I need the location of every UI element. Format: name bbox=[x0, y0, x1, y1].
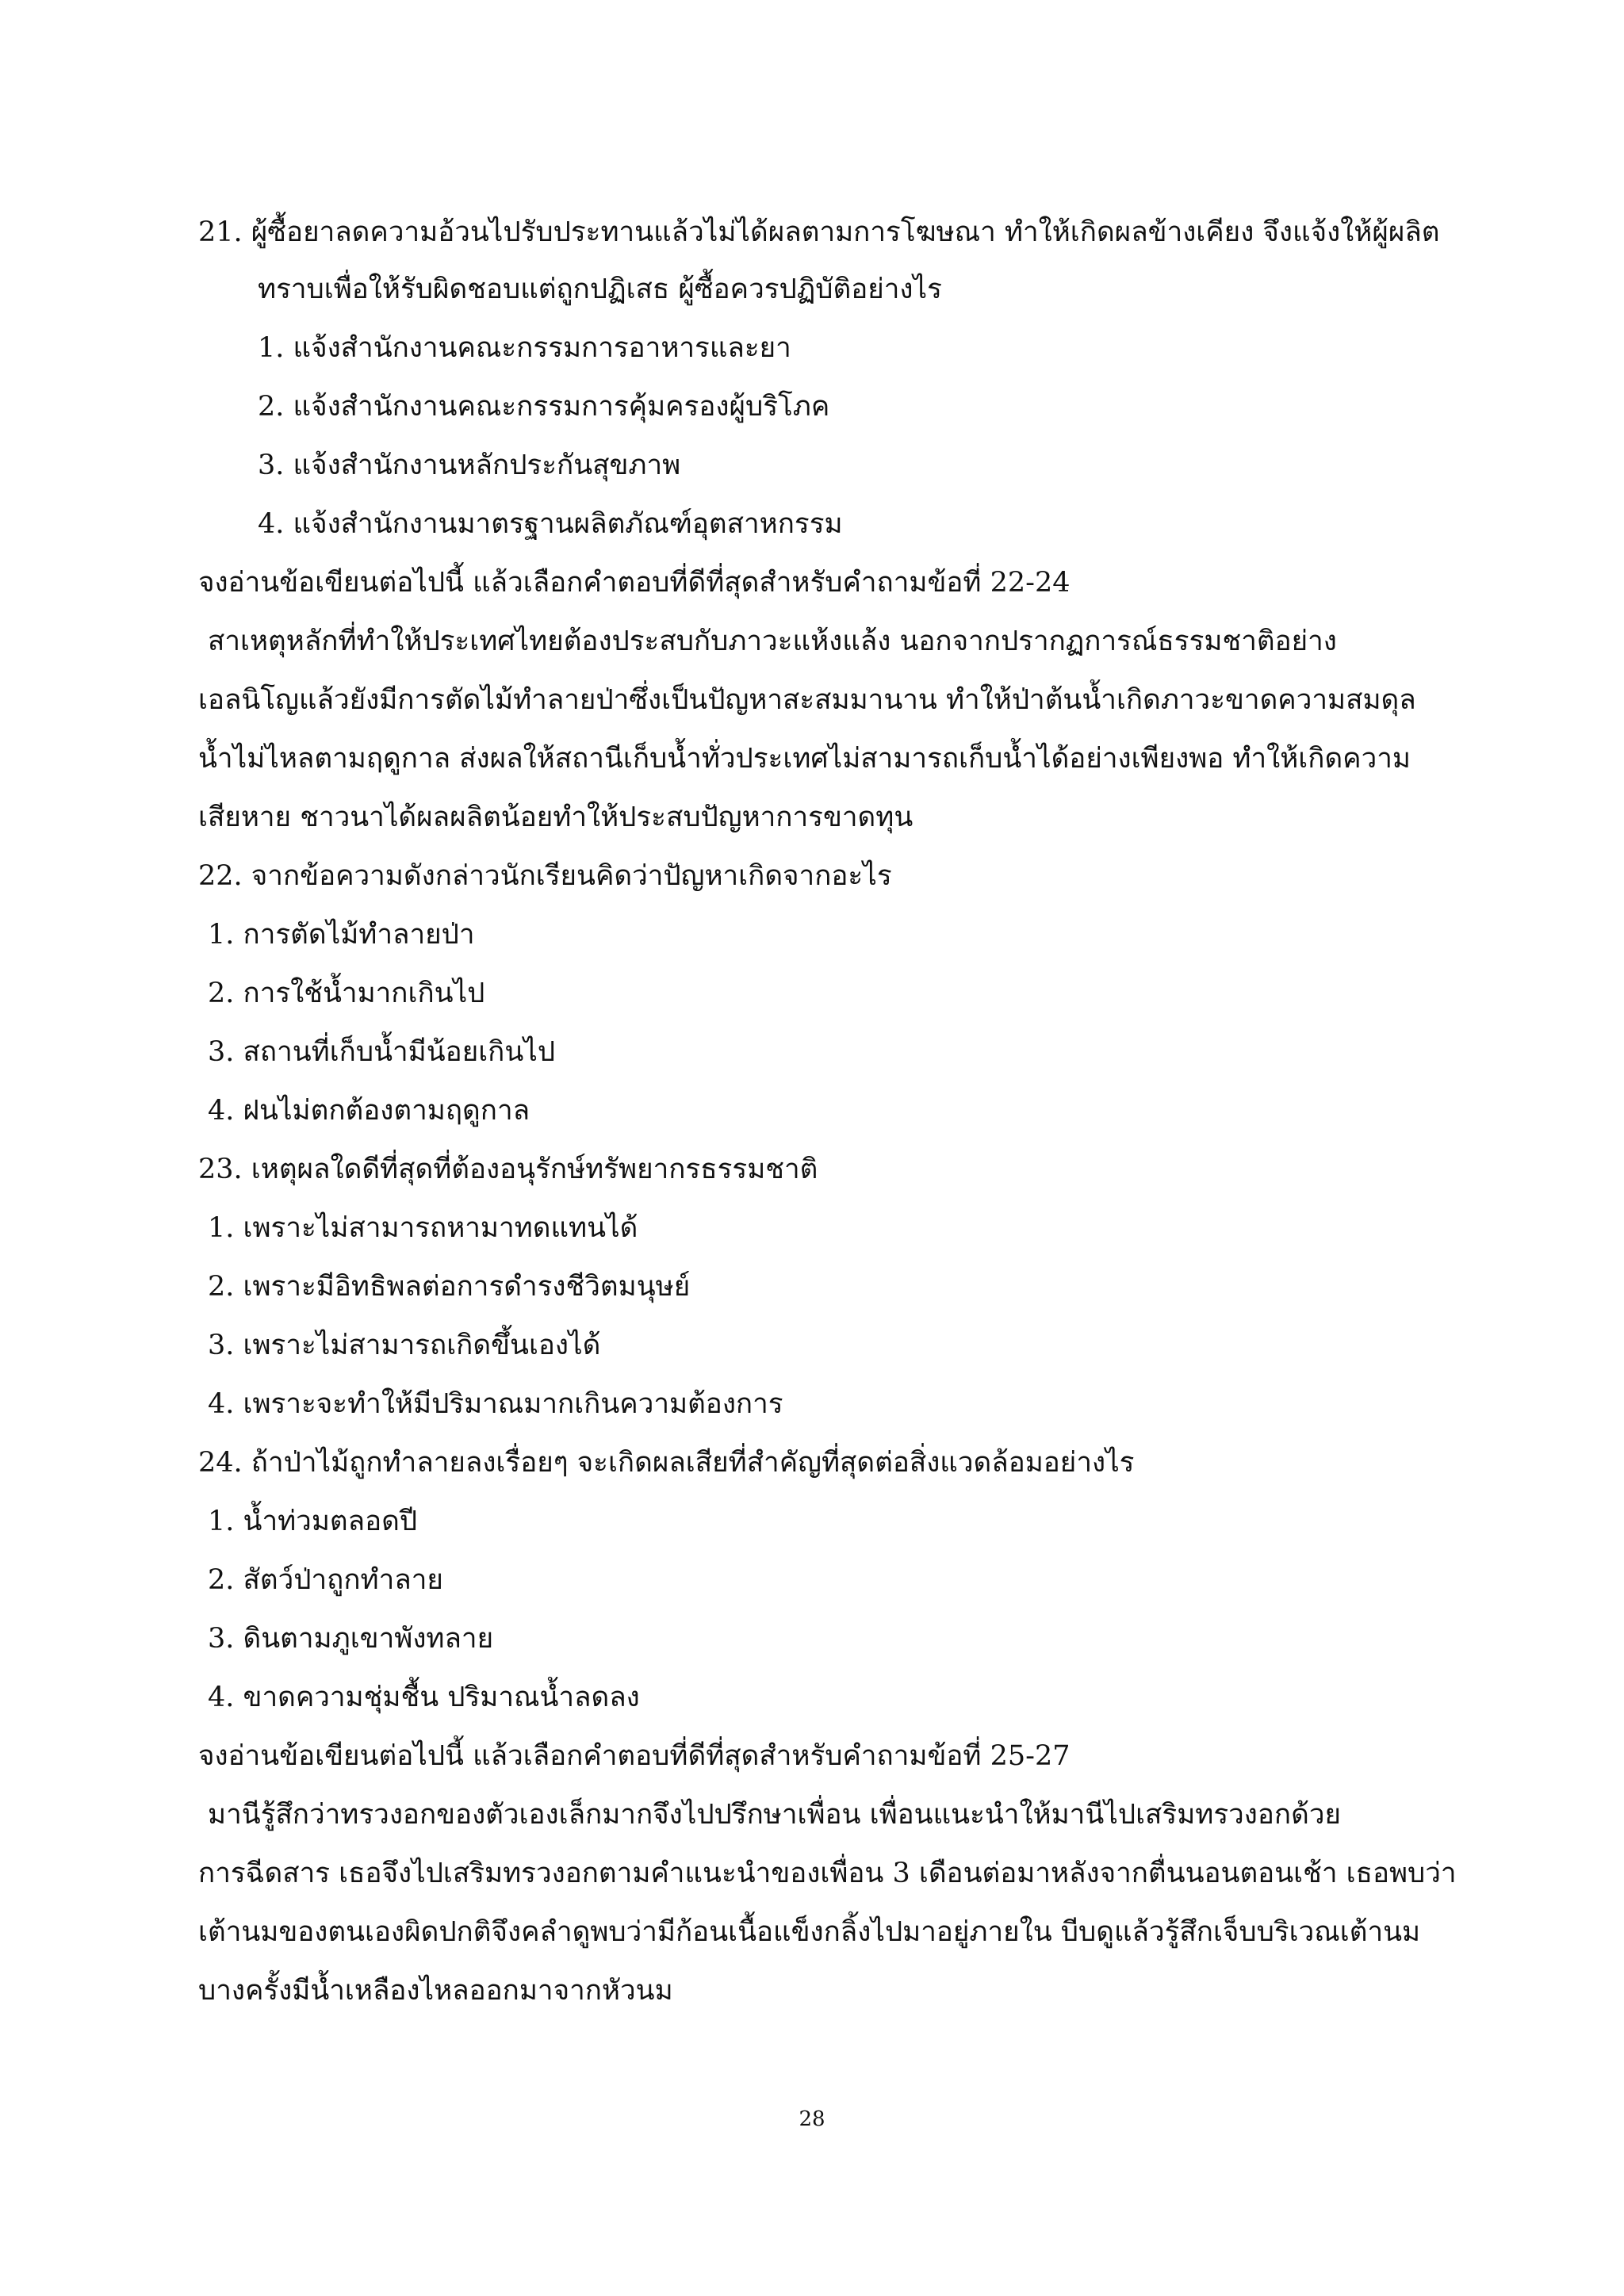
q22-option-4: 4. ฝนไม่ตกต้องตามฤดูกาล bbox=[208, 1095, 530, 1127]
q22-stem: 22. จากข้อความดังกล่าวนักเรียนคิดว่าปัญหาเกิดจากอะไร bbox=[198, 860, 892, 892]
instruction-22-24: จงอ่านข้อเขียนต่อไปนี้ แล้วเลือกคำตอบที่ดีที่สุดสำหรับคำถามข้อที่ 22-24 bbox=[198, 567, 1071, 599]
passage-2-line-4: บางครั้งมีน้ำเหลืองไหลออกมาจากหัวนม bbox=[198, 1975, 673, 2007]
q21-option-4: 4. แจ้งสำนักงานมาตรฐานผลิตภัณฑ์อุตสาหกรรม bbox=[258, 508, 843, 540]
q24-option-3: 3. ดินตามภูเขาพังทลาย bbox=[208, 1623, 494, 1655]
q21-stem-line-1: 21. ผู้ซื้อยาลดความอ้วนไปรับประทานแล้วไม่ได้ผลตามการโฆษณา ทำให้เกิดผลข้างเคียง จึงแจ้งให้ผู้ผลิต bbox=[198, 216, 1440, 248]
q21-option-2: 2. แจ้งสำนักงานคณะกรรมการคุ้มครองผู้บริโภค bbox=[258, 391, 830, 423]
q24-option-1: 1. น้ำท่วมตลอดปี bbox=[208, 1506, 418, 1537]
q23-option-4: 4. เพราะจะทำให้มีปริมาณมากเกินความต้องการ bbox=[208, 1388, 783, 1420]
q23-option-1: 1. เพราะไม่สามารถหามาทดแทนได้ bbox=[208, 1212, 638, 1244]
q22-option-1: 1. การตัดไม้ทำลายป่า bbox=[208, 919, 475, 951]
q23-stem: 23. เหตุผลใดดีที่สุดที่ต้องอนุรักษ์ทรัพยากรธรรมชาติ bbox=[198, 1154, 818, 1185]
passage-1-line-3: น้ำไม่ไหลตามฤดูกาล ส่งผลให้สถานีเก็บน้ำทั่วประเทศไม่สามารถเก็บน้ำได้อย่างเพียงพอ ทำให้เกิดความ bbox=[198, 743, 1411, 775]
passage-2-line-3: เต้านมของตนเองผิดปกติจึงคลำดูพบว่ามีก้อนเนื้อแข็งกลิ้งไปมาอยู่ภายใน บีบดูแล้วรู้สึกเจ็บบริเวณเต้านม bbox=[198, 1916, 1421, 1948]
q24-option-4: 4. ขาดความชุ่มชื้น ปริมาณน้ำลดลง bbox=[208, 1682, 640, 1713]
q23-option-3: 3. เพราะไม่สามารถเกิดขึ้นเองได้ bbox=[208, 1330, 601, 1361]
q22-option-3: 3. สถานที่เก็บน้ำมีน้อยเกินไป bbox=[208, 1036, 556, 1068]
q21-option-3: 3. แจ้งสำนักงานหลักประกันสุขภาพ bbox=[258, 450, 681, 481]
passage-1-line-4: เสียหาย ชาวนาได้ผลผลิตน้อยทำให้ประสบปัญหาการขาดทุน bbox=[198, 802, 914, 833]
passage-2-line-2: การฉีดสาร เธอจึงไปเสริมทรวงอกตามคำแนะนำของเพื่อน 3 เดือนต่อมาหลังจากตื่นนอนตอนเช้า เธอพบว่า bbox=[198, 1858, 1457, 1889]
passage-2-line-1: มานีรู้สึกว่าทรวงอกของตัวเองเล็กมากจึงไปปรึกษาเพื่อน เพื่อนแนะนำให้มานีไปเสริมทรวงอกด้วย bbox=[208, 1799, 1341, 1831]
q22-option-2: 2. การใช้น้ำมากเกินไป bbox=[208, 978, 485, 1009]
instruction-25-27: จงอ่านข้อเขียนต่อไปนี้ แล้วเลือกคำตอบที่ดีที่สุดสำหรับคำถามข้อที่ 25-27 bbox=[198, 1740, 1071, 1772]
q24-option-2: 2. สัตว์ป่าถูกทำลาย bbox=[208, 1564, 443, 1596]
passage-1-line-2: เอลนิโญแล้วยังมีการตัดไม้ทำลายป่าซึ่งเป็นปัญหาสะสมมานาน ทำให้ป่าต้นน้ำเกิดภาวะขาดความสมดุล bbox=[198, 684, 1416, 716]
q21-stem-line-2: ทราบเพื่อให้รับผิดชอบแต่ถูกปฏิเสธ ผู้ซื้อควรปฏิบัติอย่างไร bbox=[258, 274, 942, 305]
q24-stem: 24. ถ้าป่าไม้ถูกทำลายลงเรื่อยๆ จะเกิดผลเสียที่สำคัญที่สุดต่อสิ่งแวดล้อมอย่างไร bbox=[198, 1447, 1135, 1479]
passage-1-line-1: สาเหตุหลักที่ทำให้ประเทศไทยต้องประสบกับภาวะแห้งแล้ง นอกจากปรากฏการณ์ธรรมชาติอย่าง bbox=[208, 626, 1337, 657]
page-number: 28 bbox=[799, 2107, 825, 2131]
q21-option-1: 1. แจ้งสำนักงานคณะกรรมการอาหารและยา bbox=[258, 332, 791, 364]
q23-option-2: 2. เพราะมีอิทธิพลต่อการดำรงชีวิตมนุษย์ bbox=[208, 1271, 691, 1303]
